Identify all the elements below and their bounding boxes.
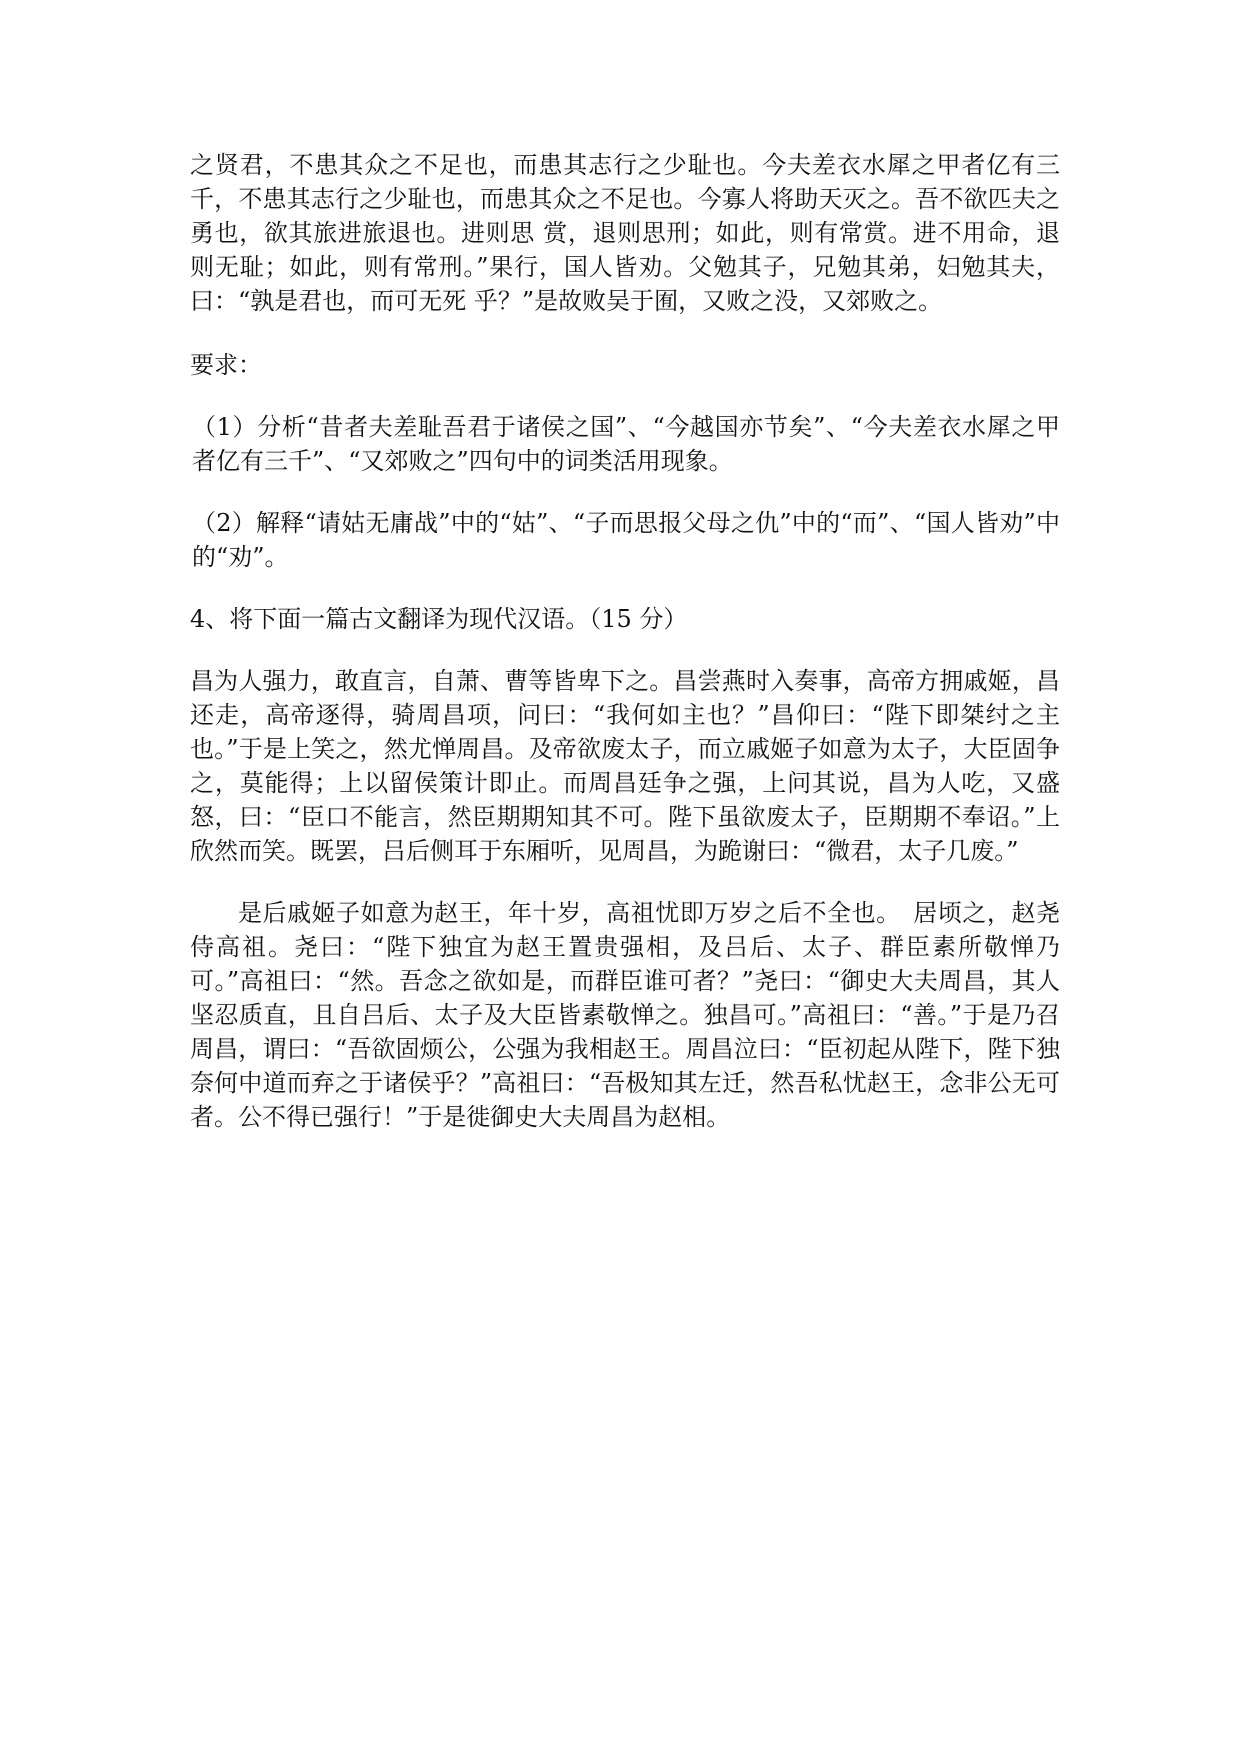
spacer — [190, 478, 1060, 506]
requirement-2: （2）解释“请姑无庸战”中的“姑”、“子而思报父母之仇”中的“而”、“国人皆劝”中的“劝”。 — [192, 509, 1060, 571]
question-4-heading: 4、将下面一篇古文翻译为现代汉语。（15 分） — [190, 605, 688, 633]
passage-4-paragraph-1: 昌为人强力，敢直言，自萧、曹等皆卑下之。昌尝燕时入奏事，高帝方拥戚姬，昌还走，高帝逐得，骑周昌项，问曰：“我何如主也？”昌仰曰：“陛下即桀纣之主也。”于是上笑之，然尤惮周昌。及帝欲废太子，而立戚姬子如意为太子，大臣固争之，莫能得；上以留侯策计即止。而周昌廷争之强，上问其说，昌为人吃，又盛怒，曰：“臣口不能言，然臣期期知其不可。陛下虽欲废太子，臣期期不奉诏。”上欣然而笑。既罢，吕后侧耳于东厢听，见周昌，为跪谢曰：“微君，太子几废。” — [190, 667, 1060, 865]
passage-4-paragraph-2: 是后戚姬子如意为赵王，年十岁，高祖忧即万岁之后不全也。 居顷之，赵尧侍高祖。尧曰：“陛下独宜为赵王置贵强相，及吕后、太子、群臣素所敬惮乃可。”高祖曰：“然。吾念之欲如是，而群臣谁可者？”尧曰：“御史大夫周昌，其人坚忍质直，且自吕后、太子及大臣皆素敬惮之。独昌可。”高祖曰：“善。”于是乃召周昌，谓曰：“吾欲固烦公，公强为我相赵王。周昌泣曰：“臣初起从陛下，陛下独奈何中道而弃之于诸侯乎？”高祖曰：“吾极知其左迁，然吾私忧赵王，念非公无可者。公不得已强行！”于是徙御史大夫周昌为赵相。 — [190, 899, 1060, 1131]
document-page — [190, 148, 1060, 1134]
spacer — [190, 868, 1060, 896]
requirement-1: （1）分析“昔者夫差耻吾君于诸侯之国”、“今越国亦节矣”、“今夫差衣水犀之甲者亿有三千”、“又郊败之”四句中的词类活用现象。 — [192, 413, 1060, 475]
requirements-label: 要求： — [190, 351, 262, 379]
spacer — [190, 636, 1060, 664]
spacer — [190, 574, 1060, 602]
spacer — [190, 382, 1060, 410]
passage-q3-continued: 之贤君，不患其众之不足也，而患其志行之少耻也。今夫差衣水犀之甲者亿有三千，不患其志行之少耻也，而患其众之不足也。今寡人将助天灭之。吾不欲匹夫之勇也，欲其旅进旅退也。进则思 赏，退则思刑；如此，则有常赏。进不用命，退则无耻；如此，则有常刑。”果行，国人皆劝。父勉其子，兄勉其弟，妇勉其夫，曰：“孰是君也，而可无死 乎？”是故败吴于囿，又败之没，又郊败之。 — [190, 151, 1060, 315]
spacer — [190, 318, 1060, 348]
